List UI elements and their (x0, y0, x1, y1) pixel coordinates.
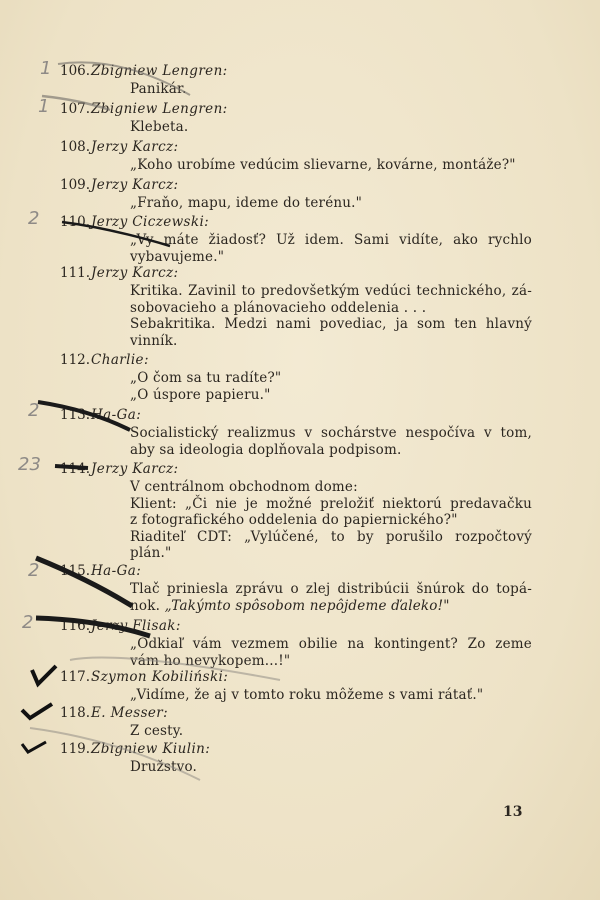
text-line (130, 249, 532, 266)
text-run: Riaditeľ CDT: „Vylúčené, to by porušilo rozpočtový (130, 528, 532, 545)
text-run: aby sa ideologia doplňovala podpisom. (130, 441, 402, 458)
text-line (130, 479, 532, 496)
text-line (130, 232, 532, 249)
entry-number: 115. (60, 563, 91, 579)
text-line (130, 300, 532, 317)
text-run: „Odkiaľ vám vezmem obilie na kontingent? Zo zeme (130, 636, 532, 652)
entry-header (60, 62, 532, 81)
author-name: E. Messer: (91, 705, 169, 721)
caption-entry (60, 406, 532, 458)
text-run: „O úspore papieru." (130, 386, 271, 403)
margin-annotation: 1 (38, 96, 50, 117)
author-name: Jerzy Karcz: (91, 139, 179, 155)
text-run: „Fraňo, mapu, ideme do terénu." (130, 195, 363, 211)
author-name: Zbigniew Lengren: (91, 101, 228, 117)
text-line (130, 723, 532, 740)
text-run: vybavujeme." (130, 248, 225, 265)
author-name: Zbigniew Lengren: (91, 63, 228, 79)
caption-text (130, 81, 532, 98)
entry-header (60, 460, 532, 479)
caption-text (130, 370, 532, 403)
text-line (130, 333, 532, 350)
author-name: Jerzy Flisak: (91, 618, 181, 634)
text-line (130, 442, 532, 459)
caption-text (130, 157, 532, 174)
text-run: vinník. (130, 332, 178, 349)
text-run: vám ho nevykopem...!" (130, 652, 291, 669)
text-line (130, 529, 532, 546)
entry-header (60, 668, 532, 687)
caption-text (130, 723, 532, 740)
text-run: Klebeta. (130, 119, 189, 135)
margin-annotation: 1 (40, 58, 52, 79)
entry-header (60, 617, 532, 636)
entry-header (60, 213, 532, 232)
text-line (130, 653, 532, 670)
margin-annotation: 2 (28, 560, 40, 581)
text-run: plán." (130, 545, 172, 561)
author-name: Ha-Ga: (91, 563, 142, 579)
entry-number: 107. (60, 101, 91, 117)
text-run: Kritika. Zavinil to predovšetkým vedúci technického, zá- (130, 283, 532, 299)
italic-quote: „Takýmto spôsobom nepôjdeme ďaleko!" (164, 597, 450, 614)
text-line (130, 545, 532, 562)
text-line (130, 496, 532, 513)
text-line (130, 81, 532, 98)
caption-entry (60, 740, 532, 776)
caption-entry (60, 176, 532, 212)
caption-entry (60, 138, 532, 174)
caption-entry (60, 100, 532, 136)
text-line (130, 387, 532, 404)
text-line (130, 581, 532, 598)
caption-entry (60, 668, 532, 704)
entry-number: 106. (60, 63, 91, 79)
entry-number: 114. (60, 461, 91, 477)
text-run: Z cesty. (130, 723, 184, 739)
entry-number: 111. (60, 265, 91, 281)
text-line (130, 687, 532, 704)
author-name: Jerzy Karcz: (91, 265, 179, 281)
author-name: Jerzy Karcz: (91, 461, 179, 477)
text-run: Panikár. (130, 81, 187, 97)
text-run: V centrálnom obchodnom dome: (130, 479, 358, 495)
caption-entry (60, 460, 532, 562)
page-number: 13 (503, 804, 523, 820)
entry-number: 119. (60, 741, 91, 757)
text-run: Klient: „Či nie je možné preložiť niektorú predavačku (130, 495, 532, 512)
entry-header (60, 740, 532, 759)
margin-annotation: 23 (18, 454, 41, 475)
caption-entry (60, 351, 532, 403)
text-run: Sebakritika. Medzi nami povediac, ja som ten hlavný (130, 316, 532, 332)
text-line (130, 425, 532, 442)
entry-header (60, 704, 532, 723)
text-line (130, 119, 532, 136)
text-line (130, 316, 532, 333)
text-line (130, 370, 532, 387)
author-name: Szymon Kobiliński: (91, 669, 229, 685)
caption-text (130, 232, 532, 265)
entry-header (60, 138, 532, 157)
author-name: Zbigniew Kiulin: (91, 741, 211, 757)
caption-text (130, 636, 532, 669)
caption-text (130, 581, 532, 614)
text-run: Socialistický realizmus v sochárstve nespočíva v tom, (130, 425, 532, 441)
margin-annotation: 2 (28, 208, 40, 229)
caption-text (130, 479, 532, 562)
caption-entry (60, 617, 532, 669)
entry-header (60, 100, 532, 119)
text-run: „Vy máte žiadosť? Už idem. Sami vidíte, ako rychlo (130, 232, 532, 248)
text-line (130, 598, 532, 615)
author-name: Jerzy Ciczewski: (91, 214, 210, 230)
margin-annotation: 2 (28, 400, 40, 421)
entry-header (60, 406, 532, 425)
entry-header (60, 351, 532, 370)
entry-number: 112. (60, 352, 91, 368)
caption-text (130, 687, 532, 704)
caption-text (130, 759, 532, 776)
entry-header (60, 562, 532, 581)
text-line (130, 195, 532, 212)
entry-number: 109. (60, 177, 91, 193)
text-line (130, 636, 532, 653)
entry-number: 113. (60, 407, 91, 423)
entry-number: 118. (60, 705, 91, 721)
text-run: „Koho urobíme vedúcim slievarne, kovárne, montáže?" (130, 157, 516, 173)
text-line (130, 283, 532, 300)
margin-annotation: 2 (22, 612, 34, 633)
entry-number: 117. (60, 669, 91, 685)
text-run: z fotografického oddelenia do papiernického?" (130, 512, 458, 528)
caption-text (130, 195, 532, 212)
author-name: Jerzy Karcz: (91, 177, 179, 193)
text-run: „Vidíme, že aj v tomto roku môžeme s vami rátať." (130, 687, 484, 703)
text-run: Družstvo. (130, 759, 198, 775)
caption-entry (60, 562, 532, 614)
author-name: Charlie: (91, 352, 149, 368)
text-run: „O čom sa tu radíte?" (130, 370, 282, 386)
text-line (130, 157, 532, 174)
entry-header (60, 176, 532, 195)
author-name: Ha-Ga: (91, 407, 142, 423)
entry-number: 110. (60, 214, 91, 230)
text-run: nok. (130, 597, 165, 614)
caption-entry (60, 704, 532, 740)
text-line (130, 759, 532, 776)
text-run: sobovacieho a plánovacieho oddelenia . . . (130, 299, 427, 316)
caption-text (130, 283, 532, 349)
caption-text (130, 425, 532, 458)
entry-number: 108. (60, 139, 91, 155)
caption-entry (60, 213, 532, 265)
caption-entry (60, 62, 532, 98)
text-line (130, 512, 532, 529)
caption-text (130, 119, 532, 136)
entry-header (60, 264, 532, 283)
caption-entry (60, 264, 532, 349)
entry-number: 116. (60, 618, 91, 634)
text-run: Tlač priniesla zprávu o zlej distribúcii šnúrok do topá- (130, 581, 532, 597)
